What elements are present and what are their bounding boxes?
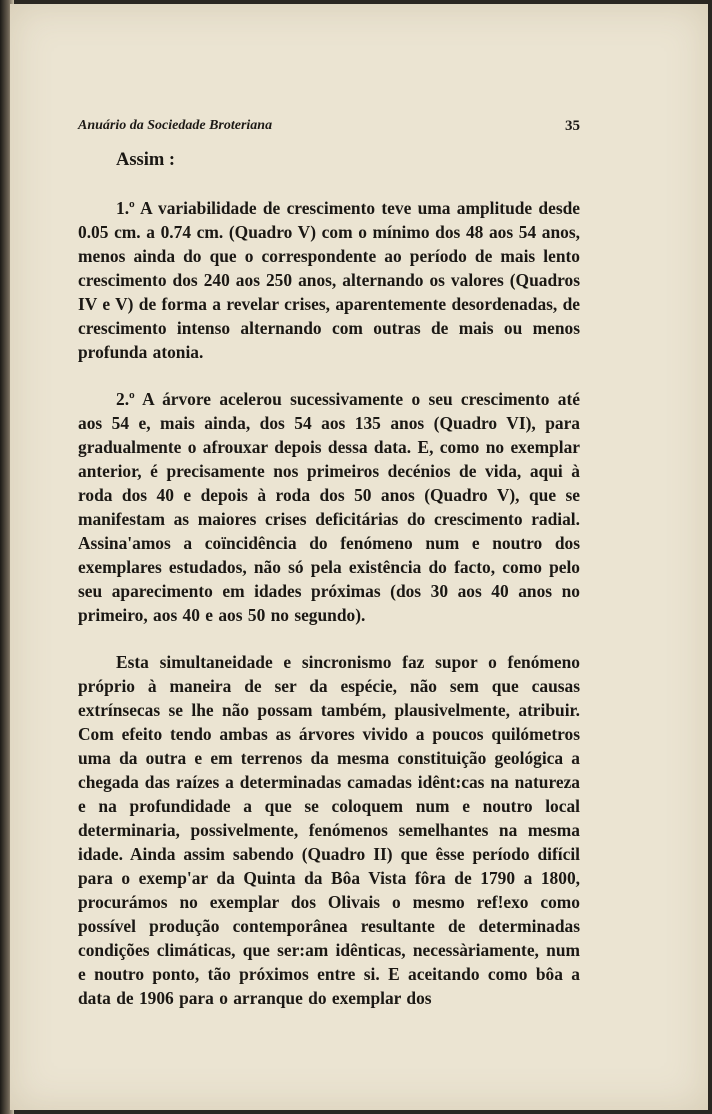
paragraph-3: Esta simultaneidade e sincronismo faz supor o fenómeno próprio à maneira de ser da espécie, não sem que causas extrínsecas se lhe não possam também, plausivelmente, atribuir. Com efeito tendo ambas as árvores vivido a poucos quilómetros uma da outra e em terrenos da mesma constituição geológica a chegada das raízes a determinadas camadas idênt:cas na natureza e na profundidade a que se coloquem num e noutro local determinaria, possivelmente, fenómenos semelhantes na mesma idade. Ainda assim sabendo (Quadro II) que êsse período difícil para o exemp'ar da Quinta da Bôa Vista fôra de 1790 a 1800, procurámos no exemplar dos Olivais o mesmo ref!exo como possível produção contemporânea resultante de determinadas condições climáticas, que ser:am idênticas, necessàriamente, num e noutro ponto, tão próximos entre si. E aceitando como bôa a data de 1906 para o arranque do exemplar dos bbox=[78, 652, 580, 1008]
page-number: 35 bbox=[565, 118, 580, 134]
page-header bbox=[78, 118, 580, 138]
page-body bbox=[78, 148, 580, 1033]
running-title: Anuário da Sociedade Broteriana bbox=[78, 118, 273, 133]
paragraph-2: 2.º A árvore acelerou sucessivamente o seu crescimento até aos 54 e, mais ainda, dos 54 aos 135 anos (Quadro VI), para gradualmente o afrouxar depois dessa data. E, como no exemplar anterior, é precisamente nos primeiros decénios de vida, aqui à roda dos 40 e depois à roda dos 50 anos (Quadro V), que se manifestam as maiores crises deficitárias do crescimento radial. Assina'amos a coïncidência do fenómeno num e noutro dos exemplares estudados, não só pela existência do facto, como pelo seu aparecimento em idades próximas (dos 30 aos 40 anos no primeiro, aos 40 e aos 50 no segundo). bbox=[78, 389, 580, 625]
paragraph-1: 1.º A variabilidade de crescimento teve uma amplitude desde 0.05 cm. a 0.74 cm. (Quadro V) com o mínimo dos 48 aos 54 anos, menos ainda do que o correspondente ao período de mais lento crescimento dos 240 aos 250 anos, alternando os valores (Quadros IV e V) de forma a revelar crises, aparentemente desordenadas, de crescimento intenso alternando com outras de mais ou menos profunda atonia. bbox=[78, 198, 581, 362]
intro-line: Assim : bbox=[116, 150, 176, 170]
